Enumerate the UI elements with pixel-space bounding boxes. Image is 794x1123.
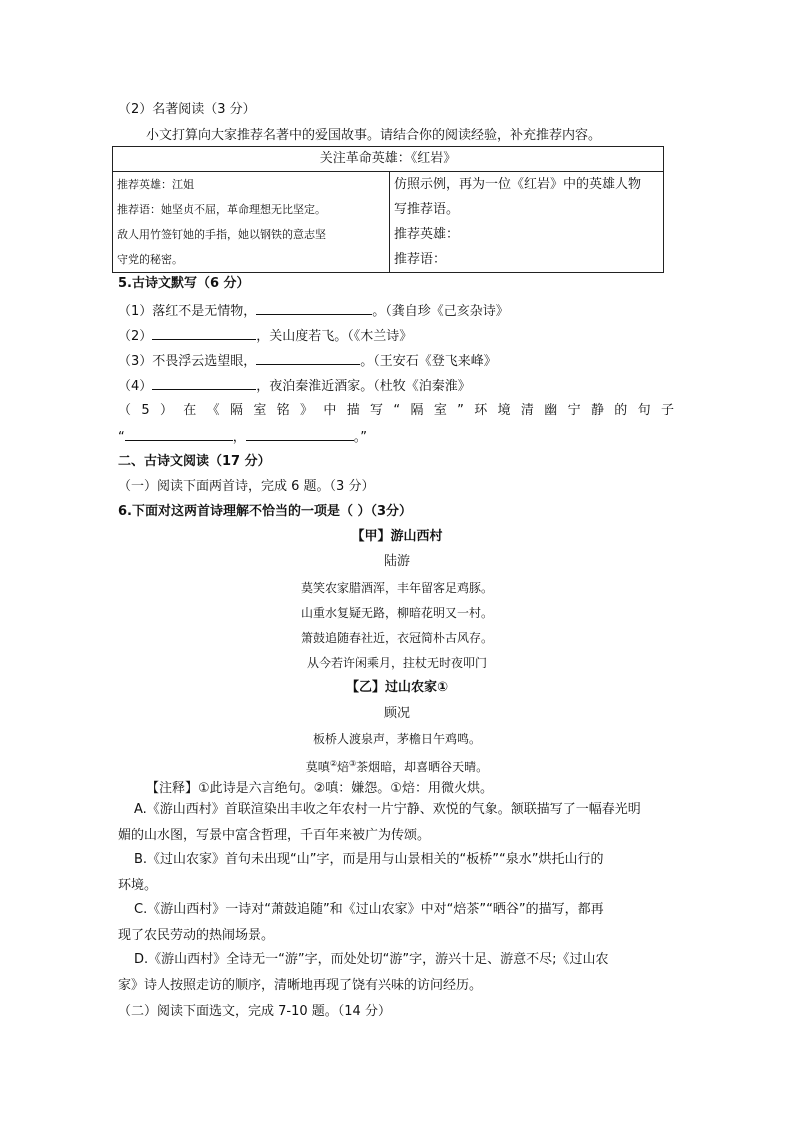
q5-item-2-pre: （2） — [118, 329, 153, 344]
answer-instruction-1: 仿照示例，再为一位《红岩》中的英雄人物 — [394, 177, 642, 192]
option-a-line-1: A.《游山西村》首联渲染出丰收之年农村一片宁静、欢悦的气象。颔联描写了一幅春光明 — [134, 802, 641, 817]
option-a[interactable] — [118, 797, 674, 849]
q5-item-4 — [118, 375, 471, 397]
example-line-1: 推荐语：她坚贞不屈，革命理想无比坚定。 — [117, 203, 326, 216]
q5-item-3-pre: （3）不畏浮云选望眼， — [118, 354, 257, 369]
poem-b-title: 【乙】过山农家① — [345, 680, 448, 695]
poem-a-author: 陆游 — [383, 554, 410, 569]
poem-b-text: 莫嗔 — [305, 760, 330, 774]
option-c-line-1: C.《游山西村》一诗对“萧鼓追随”和《过山农家》中对“焙茶”“晒谷”的描写，都再 — [134, 902, 604, 917]
answer-blank[interactable] — [256, 350, 360, 365]
q2-heading: （2）名著阅读（3 分） — [118, 102, 256, 117]
close-quote: 。” — [353, 430, 368, 445]
example-line-3: 守党的秘密。 — [117, 253, 183, 266]
answer-blank[interactable] — [125, 426, 233, 441]
option-c[interactable] — [118, 897, 674, 949]
option-a-line-2: 媚的山水图，写景中富含哲理，千百年来被广为传颂。 — [118, 828, 431, 843]
q5-item-3-post: 。（王安石《登飞来峰》 — [360, 354, 497, 369]
comma: ， — [232, 430, 246, 445]
poem-b-author: 顾况 — [383, 706, 410, 721]
answer-hero-label: 推荐英雄： — [394, 227, 460, 242]
q5-item-2-post: ，关山度若飞。（《木兰诗》 — [256, 329, 413, 344]
q6-question: 6.下面对这两首诗理解不恰当的一项是（ ）（3分） — [118, 504, 413, 519]
option-b[interactable] — [118, 847, 674, 899]
poem-a-line-3: 箫鼓追随春社近，衣冠简朴古风存。 — [300, 631, 493, 645]
section-2-heading: 二、古诗文阅读（17 分） — [118, 454, 271, 469]
q5-heading: 5.古诗文默写（6 分） — [118, 276, 250, 291]
footnote-marker: ② — [329, 759, 337, 768]
poem-b-text: 茶烟暗，却喜晒谷天晴。 — [356, 760, 489, 774]
q5-item-4-pre: （4） — [118, 379, 153, 394]
q5-item-5-line2 — [118, 426, 367, 448]
poem-a-line-1: 莫笑农家腊酒浑，丰年留客足鸡豚。 — [300, 581, 493, 595]
option-d[interactable] — [118, 947, 674, 999]
table-header: 关注革命英雄：《红岩》 — [113, 147, 664, 172]
footnote-marker: ③ — [349, 759, 357, 768]
poem-a-line-4: 从今若许闲乘月，拄杖无时夜叩门 — [306, 656, 487, 670]
option-d-line-1: D.《游山西村》全诗无一“游”字，而处处切“游”字，游兴十足、游意不尽;《过山农 — [134, 952, 609, 967]
open-quote: “ — [118, 430, 125, 445]
q5-item-1 — [118, 300, 509, 322]
answer-blank[interactable] — [256, 300, 372, 315]
answer-cell[interactable] — [390, 172, 664, 273]
poem-b-line-1: 板桥人渡泉声，茅檐日午鸡鸣。 — [312, 732, 481, 746]
answer-instruction-2: 写推荐语。 — [394, 202, 460, 217]
poem-b-text: 焙 — [336, 760, 349, 774]
example-cell — [113, 172, 390, 273]
q5-item-1-post: 。（龚自珍《己亥杂诗》 — [372, 304, 509, 319]
example-hero: 推荐英雄：江姐 — [117, 178, 194, 191]
section-2-sub-1: （一）阅读下面两首诗，完成 6 题。（3 分） — [118, 479, 375, 494]
section-2-sub-2: （二）阅读下面选文，完成 7-10 题。（14 分） — [118, 1004, 391, 1019]
poem-a-line-2: 山重水复疑无路，柳暗花明又一村。 — [300, 606, 493, 620]
annotation-note: 【注释】①此诗是六言绝句。②嗔：嫌怨。①焙：用微火烘。 — [146, 781, 493, 796]
q2-prompt: 小文打算向大家推荐名著中的爱国故事。请结合你的阅读经验，补充推荐内容。 — [146, 128, 602, 143]
example-line-2: 敌人用竹签钉她的手指，她以钢铁的意志坚 — [117, 228, 326, 241]
answer-reason-label: 推荐语： — [394, 252, 447, 267]
option-c-line-2: 现了农民劳动的热闹场景。 — [118, 928, 275, 943]
recommendation-table — [112, 146, 664, 273]
option-b-line-1: B.《过山农家》首句未出现“山”字，而是用与山景相关的“板桥”“泉水”烘托山行的 — [134, 852, 604, 867]
q5-item-4-post: ，夜泊秦淮近酒家。（杜牧《泊秦淮》 — [256, 379, 471, 394]
q5-item-2 — [118, 325, 412, 347]
option-b-line-2: 环境。 — [118, 878, 158, 893]
answer-blank[interactable] — [152, 375, 256, 390]
answer-blank[interactable] — [246, 426, 354, 441]
option-d-line-2: 家》诗人按照走访的顺序，清晰地再现了饶有兴味的访问经历。 — [118, 978, 483, 993]
q5-item-1-pre: （1）落红不是无情物， — [118, 304, 257, 319]
poem-a-title: 【甲】游山西村 — [351, 529, 443, 544]
answer-blank[interactable] — [152, 325, 256, 340]
q5-item-5-line1: （5）在《隔室铭》中描写“隔室”环境清幽宁静的句子 — [118, 403, 674, 418]
poem-b-line-2 — [0, 754, 794, 777]
q5-item-3 — [118, 350, 497, 372]
